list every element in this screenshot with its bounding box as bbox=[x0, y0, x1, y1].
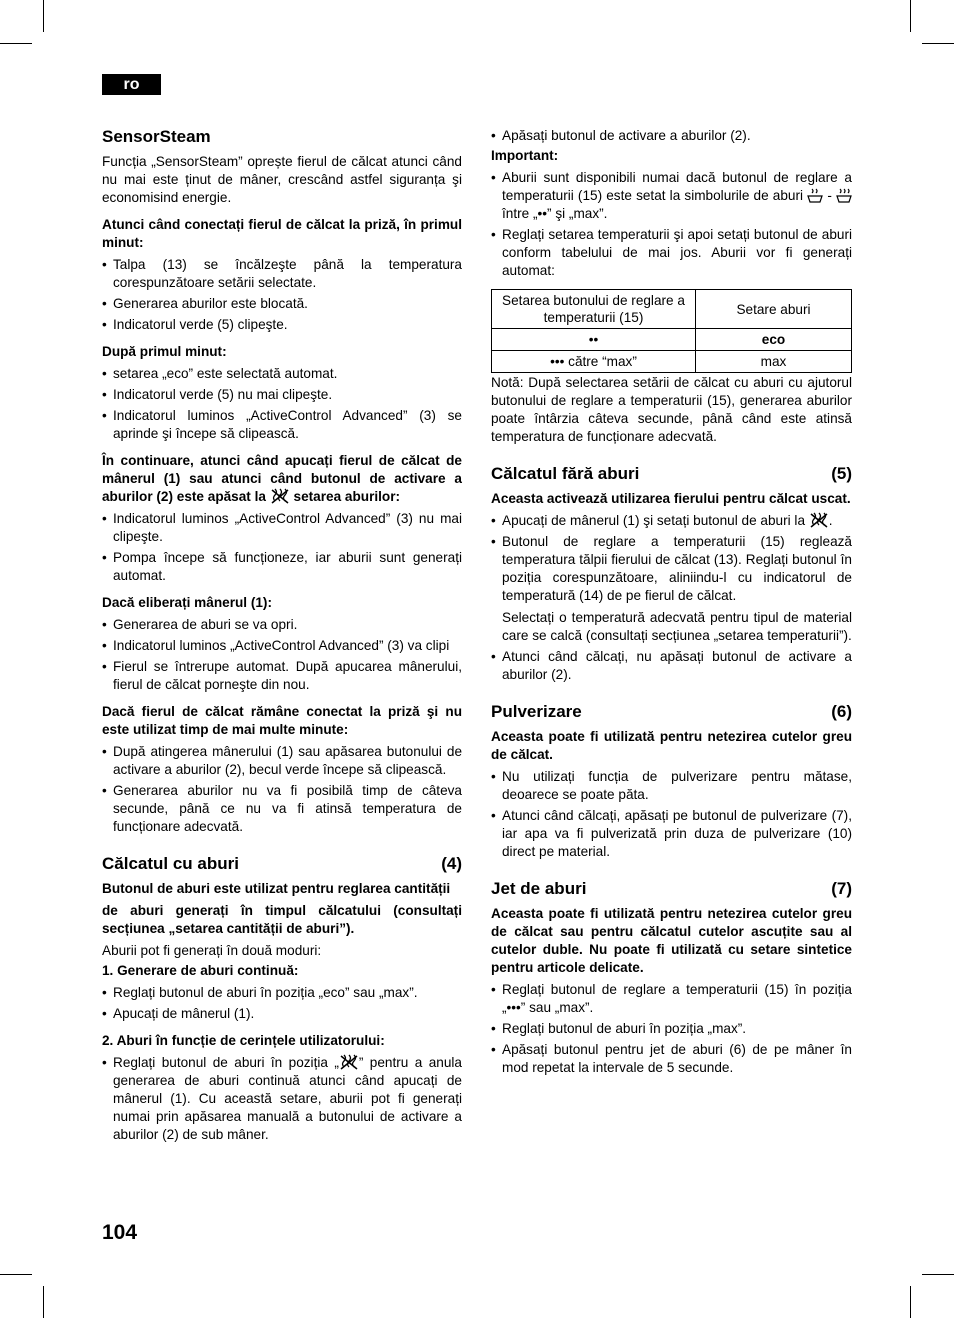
bullet-list bbox=[102, 984, 462, 1023]
steam-icon bbox=[807, 188, 823, 203]
language-tab: ro bbox=[102, 74, 161, 95]
list-item: • Indicatorul luminos „ActiveControl Advanced” (3) va clipi bbox=[102, 637, 462, 655]
table-cell: ••• către “max” bbox=[492, 351, 696, 373]
list-item: • Apucați de mânerul (1). bbox=[102, 1005, 462, 1023]
table-cell: max bbox=[696, 351, 852, 373]
subheading: După primul minut: bbox=[102, 344, 227, 359]
crop-mark bbox=[43, 1286, 44, 1318]
crop-mark bbox=[910, 1286, 911, 1318]
list-item: • Talpa (13) se încălzeşte până la temperatura corespunzătoare setării selectate. bbox=[102, 256, 462, 292]
paragraph: Funcția „SensorSteam” oprește fierul de călcat atunci când nu mai este ținut de mâner, crescând astfel siguranța şi economisind energie. bbox=[102, 154, 462, 205]
steam-icon bbox=[836, 188, 852, 203]
bullet-list bbox=[491, 127, 852, 145]
list-item: • Nu utilizați funcția de pulverizare pentru mătase, deoarece se poate păta. bbox=[491, 768, 852, 804]
list-item: • Fierul se întrerupe automat. După apucarea mânerului, fierul de călcat porneşte din nou. bbox=[102, 658, 462, 694]
section-title-sensorsteam: SensorSteam bbox=[102, 127, 211, 146]
list-item: • Indicatorul verde (5) clipeşte. bbox=[102, 316, 462, 334]
table-row bbox=[492, 351, 852, 373]
crossed-steam-icon bbox=[339, 1054, 359, 1070]
left-column bbox=[102, 127, 462, 1153]
section-title-dry-ironing: Călcatul fără aburi (5) bbox=[491, 464, 852, 483]
bullet-list bbox=[102, 365, 462, 443]
crop-mark bbox=[910, 0, 911, 32]
table-cell: •• bbox=[492, 329, 696, 351]
bullet-list bbox=[102, 256, 462, 334]
crop-mark bbox=[43, 0, 44, 32]
subheading: de aburi generați în timpul călcatului (consultați secțiunea „setarea cantității de aburi”). bbox=[102, 903, 462, 936]
list-item: • Atunci când călcați, apăsați pe butonul de pulverizare (7), iar apa va fi pulverizată prin duza de pulverizare (10) direct pe material. bbox=[491, 807, 852, 861]
crop-mark bbox=[0, 1274, 32, 1275]
crossed-steam-icon bbox=[270, 488, 290, 504]
table-header-cell: Setarea butonului de reglare a temperaturii (15) bbox=[492, 290, 696, 329]
subheading: Butonul de aburi este utilizat pentru reglarea cantității bbox=[102, 881, 451, 896]
list-item: • Indicatorul verde (5) nu mai clipeşte. bbox=[102, 386, 462, 404]
list-item: • Atunci când călcați, nu apăsați butonul de activare a aburilor (2). bbox=[491, 648, 852, 684]
list-item: • Apăsați butonul pentru jet de aburi (6) de pe mâner în mod repetat la intervale de 5 secunde. bbox=[491, 1041, 852, 1077]
table-row bbox=[492, 290, 852, 329]
subheading: În continuare, atunci când apucați fierul de călcat de mânerul (1) sau atunci când butonul de activare a aburilor (2) este apăsat la setarea aburilor: bbox=[102, 453, 462, 504]
list-item: • Reglați setarea temperaturii şi apoi setați butonul de aburi conform tabelului de mai jos. Aburii vor fi generați automat: bbox=[491, 226, 852, 280]
section-title-steam-ironing: Călcatul cu aburi (4) bbox=[102, 854, 462, 873]
table-header-cell: Setare aburi bbox=[696, 290, 852, 329]
crop-mark bbox=[922, 43, 954, 44]
list-item: • Reglați butonul de aburi în poziția „eco” sau „max”. bbox=[102, 984, 462, 1002]
bullet-list bbox=[102, 616, 462, 694]
list-item: • Generarea aburilor nu va fi posibilă timp de câteva secunde, până ce nu va fi atinsă temperatura de funcționare adecvată. bbox=[102, 782, 462, 836]
bullet-list bbox=[491, 981, 852, 1077]
subheading: Aceasta activează utilizarea fierului pentru călcat uscat. bbox=[491, 491, 851, 506]
table-row bbox=[492, 329, 852, 351]
subheading: Dacă eliberați mânerul (1): bbox=[102, 595, 272, 610]
bullet-list bbox=[102, 510, 462, 585]
list-item: • Apucați de mânerul (1) şi setați butonul de aburi la . bbox=[491, 512, 852, 530]
bullet-list bbox=[102, 743, 462, 836]
right-column bbox=[491, 127, 852, 1086]
steam-settings-table bbox=[491, 289, 852, 373]
crop-mark bbox=[922, 1274, 954, 1275]
list-item: • Reglați butonul de aburi în poziția „ ” pentru a anula generarea de aburi continuă atunci când apucați de mânerul (1). Cu această setare, aburii pot fi generați numai prin apăsarea manuală a butonului de activare a aburilor (2) de sub mâner. bbox=[102, 1054, 462, 1144]
list-item: • După atingerea mânerului (1) sau apăsarea butonului de activare a aburilor (2), becul verde începe să clipească. bbox=[102, 743, 462, 779]
crossed-steam-icon bbox=[809, 512, 829, 528]
subheading: 1. Generare de aburi continuă: bbox=[102, 963, 299, 978]
list-item: • Aburii sunt disponibili numai dacă butonul de reglare a temperaturii (15) este setat la simbolurile de aburi - între „••” şi „max”. bbox=[491, 169, 852, 223]
bullet-list bbox=[102, 1054, 462, 1144]
subheading-important: Important: bbox=[491, 148, 559, 163]
list-item: • Reglați butonul de aburi în poziția „max”. bbox=[491, 1020, 852, 1038]
list-item: • setarea „eco” este selectată automat. bbox=[102, 365, 462, 383]
list-item: • Generarea aburilor este blocată. bbox=[102, 295, 462, 313]
subheading: Atunci când conectați fierul de călcat la priză, în primul minut: bbox=[102, 217, 462, 250]
subheading: Aceasta poate fi utilizată pentru netezirea cutelor greu de călcat sau pentru călcatul cutelor ascuțite sau al cutelor duble. Nu poate fi utilizată cu setare sintetice pentru articole delicate. bbox=[491, 906, 852, 975]
bullet-list bbox=[491, 512, 852, 684]
crop-mark bbox=[0, 43, 32, 44]
bullet-list bbox=[491, 169, 852, 280]
list-item-continuation: Selectați o temperatură adecvată pentru tipul de material care se calcă (consultați secțiunea „setarea temperaturii”). bbox=[502, 610, 852, 643]
subheading: Aceasta poate fi utilizată pentru netezirea cutelor greu de călcat. bbox=[491, 729, 852, 762]
list-item: • Apăsați butonul de activare a aburilor (2). bbox=[491, 127, 852, 145]
note-paragraph: Notă: După selectarea setării de călcat cu aburi cu ajutorul butonului de reglare a temperaturii (15), generarea aburilor poate întârzia câteva secunde, până când este atinsă temperatura de funcționare adecvată. bbox=[491, 375, 852, 444]
page-number: 104 bbox=[102, 1221, 138, 1244]
subheading: 2. Aburi în funcție de cerințele utilizatorului: bbox=[102, 1033, 385, 1048]
bullet-list bbox=[491, 768, 852, 861]
list-item: • Generarea de aburi se va opri. bbox=[102, 616, 462, 634]
paragraph: Aburii pot fi generați în două moduri: bbox=[102, 943, 322, 958]
list-item: • Indicatorul luminos „ActiveControl Advanced” (3) nu mai clipeşte. bbox=[102, 510, 462, 546]
section-title-spray: Pulverizare (6) bbox=[491, 702, 852, 721]
list-item: • Reglați butonul de reglare a temperaturii (15) în poziția „•••” sau „max”. bbox=[491, 981, 852, 1017]
table-cell: eco bbox=[696, 329, 852, 351]
list-item: • Pompa începe să funcționeze, iar aburii sunt generați automat. bbox=[102, 549, 462, 585]
list-item: • Butonul de reglare a temperaturii (15) reglează temperatura tălpii fierului de călcat (13). Reglați butonul în poziția corespunzătoare, aliniindu-l cu indicatorul de temperatură (14) de pe fierul de călcat. Selectați o temperatură adecvată pentru tipul de material care se calcă (consultați secțiunea „setarea temperaturii”). bbox=[491, 533, 852, 645]
subheading: Dacă fierul de călcat rămâne conectat la priză şi nu este utilizat timp de mai multe minute: bbox=[102, 704, 462, 737]
list-item: • Indicatorul luminos „ActiveControl Advanced” (3) se aprinde şi începe să clipească. bbox=[102, 407, 462, 443]
section-title-steam-jet: Jet de aburi (7) bbox=[491, 879, 852, 898]
